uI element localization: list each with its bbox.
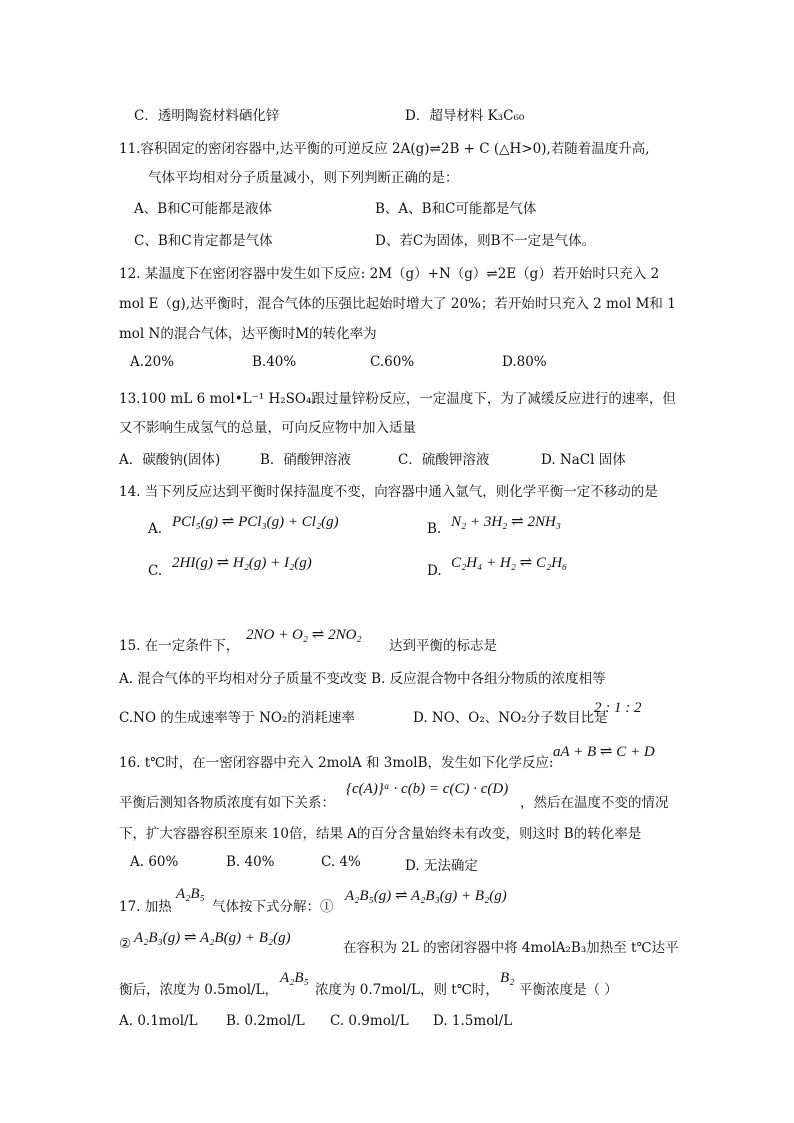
q17-equation-1: A₂B₅(g) ⇌ A₂B₃(g) + B₂(g) <box>345 888 507 904</box>
q17-option-c: C. 0.9mol/L <box>330 1013 409 1029</box>
q14-option-d-label: D. <box>427 563 442 579</box>
q17-formula-a2b5: A₂B₅ <box>176 886 205 902</box>
q17-equation-2: A₂B₃(g) ⇌ A₂B(g) + B₂(g) <box>134 930 291 946</box>
q17-equation-2-label: ② <box>119 936 132 952</box>
q17-option-a: A. 0.1mol/L <box>119 1013 198 1029</box>
q14-option-d-equation: C₂H₄ + H₂ ⇌ C₂H₆ <box>451 555 568 571</box>
q15-option-c: C.NO 的生成速率等于 NO₂的消耗速率 <box>119 710 355 726</box>
q13-stem-line1: 13.100 mL 6 mol•L⁻¹ H₂SO₄跟过量锌粉反应，一定温度下，为了减缓反应进行的速率，但 <box>119 391 676 407</box>
q12-stem-line1: 12. 某温度下在密闭容器中发生如下反应: 2M（g）+N（g）⇌2E（g）若开始时只充入 2 <box>119 266 660 282</box>
q15-stem-equation: 2NO + O₂ ⇌ 2NO₂ <box>246 627 362 643</box>
q16-option-c: C. 4% <box>321 854 361 870</box>
q10-option-c: C．透明陶瓷材料硒化锌 <box>134 108 280 124</box>
q13-option-d: D. NaCl 固体 <box>541 452 626 468</box>
q11-option-a: A、B和C可能都是液体 <box>134 201 272 217</box>
q16-option-b: B. 40% <box>226 854 275 870</box>
q17-stem-line2: 在容积为 2L 的密闭容器中将 4molA₂B₃加热至 t℃达平 <box>343 940 679 956</box>
q12-option-b: B.40% <box>252 354 297 370</box>
q17-stem-mid: 气体按下式分解：① <box>212 899 334 915</box>
q17-stem-line3-mid: 浓度为 0.7mol/L，则 t℃时， <box>315 982 499 998</box>
q14-option-a-label: A. <box>148 521 163 537</box>
q15-stem-suffix: 达到平衡的标志是 <box>389 638 497 654</box>
q17-stem-line3-suffix: 平衡浓度是（ ） <box>519 982 618 998</box>
q16-option-a: A. 60% <box>130 854 179 870</box>
q17-line3-formula-a2b5: A₂B₅ <box>280 970 309 986</box>
q16-stem-line2-suffix: ，然后在温度不变的情况 <box>520 795 669 811</box>
q15-option-ab: A. 混合气体的平均相对分子质量不变改变 B. 反应混合物中各组分物质的浓度相等 <box>119 671 606 687</box>
q12-stem-line3: mol N的混合气体，达平衡时M的转化率为 <box>119 326 377 342</box>
q15-stem-prefix: 15. 在一定条件下， <box>119 638 240 654</box>
q14-option-b-equation: N₂ + 3H₂ ⇌ 2NH₃ <box>451 514 562 530</box>
q13-option-a: A．碳酸钠(固体) <box>119 452 221 468</box>
q13-option-b: B．硝酸钾溶液 <box>260 452 351 468</box>
q16-concentration-relation: {c(A)}ᵃ · c(b) = c(C) · c(D) <box>346 781 509 797</box>
q11-stem-line2: 气体平均相对分子质量减小，则下列判断正确的是： <box>148 170 459 186</box>
q10-option-d: D．超导材料 K₃C₆₀ <box>405 108 525 124</box>
q17-option-b: B. 0.2mol/L <box>226 1013 305 1029</box>
q11-option-b: B、A、B和C可能都是气体 <box>375 201 537 217</box>
q12-stem-line2: mol E（g),达平衡时，混合气体的压强比起始时增大了 20%；若开始时只充入 2 mol M和 1 <box>119 296 676 312</box>
q17-stem-line3-prefix: 衡后，浓度为 0.5mol/L， <box>119 982 279 998</box>
q17-stem-prefix: 17. 加热 <box>119 899 172 915</box>
q14-stem: 14. 当下列反应达到平衡时保持温度不变，向容器中通入氩气，则化学平衡一定不移动的是 <box>119 484 658 500</box>
q12-option-d: D.80% <box>502 354 547 370</box>
q16-stem-line1: 16. t℃时，在一密闭容器中充入 2molA 和 3molB，发生如下化学反应: <box>119 755 554 771</box>
q11-option-d: D、若C为固体，则B不一定是气体。 <box>375 233 596 249</box>
q12-option-c: C.60% <box>370 354 415 370</box>
q14-option-c-label: C. <box>148 563 163 579</box>
q11-stem-line1: 11.容积固定的密闭容器中,达平衡的可逆反应 2A(g)⇌2B + C (△H>0),若随着温度升高, <box>119 141 650 157</box>
q13-stem-line2: 又不影响生成氢气的总量，可向反应物中加入适量 <box>119 420 416 436</box>
q13-option-c: C．硫酸钾溶液 <box>398 452 490 468</box>
q16-stem-line2-prefix: 平衡后测知各物质浓度有如下关系： <box>119 795 335 811</box>
q17-line3-b2: B₂ <box>500 970 515 986</box>
q17-option-d: D. 1.5mol/L <box>433 1013 513 1029</box>
q16-option-d: D. 无法确定 <box>405 858 478 874</box>
q15-option-d: D. NO、O₂、NO₂分子数目比是 <box>413 710 608 726</box>
q16-reaction-equation: aA + B ⇌ C + D <box>553 744 655 760</box>
q15-option-d-ratio: 2 : 1 : 2 <box>594 700 642 716</box>
q16-stem-line3: 下，扩大容器容积至原来 10倍，结果 A的百分含量始终未有改变，则这时 B的转化率是 <box>119 826 642 842</box>
q14-option-c-equation: 2HI(g) ⇌ H₂(g) + I₂(g) <box>172 555 312 571</box>
q11-option-c: C、B和C肯定都是气体 <box>134 233 273 249</box>
q14-option-b-label: B. <box>427 521 442 537</box>
q14-option-a-equation: PCl₅(g) ⇌ PCl₃(g) + Cl₂(g) <box>172 514 339 530</box>
q12-option-a: A.20% <box>130 354 175 370</box>
